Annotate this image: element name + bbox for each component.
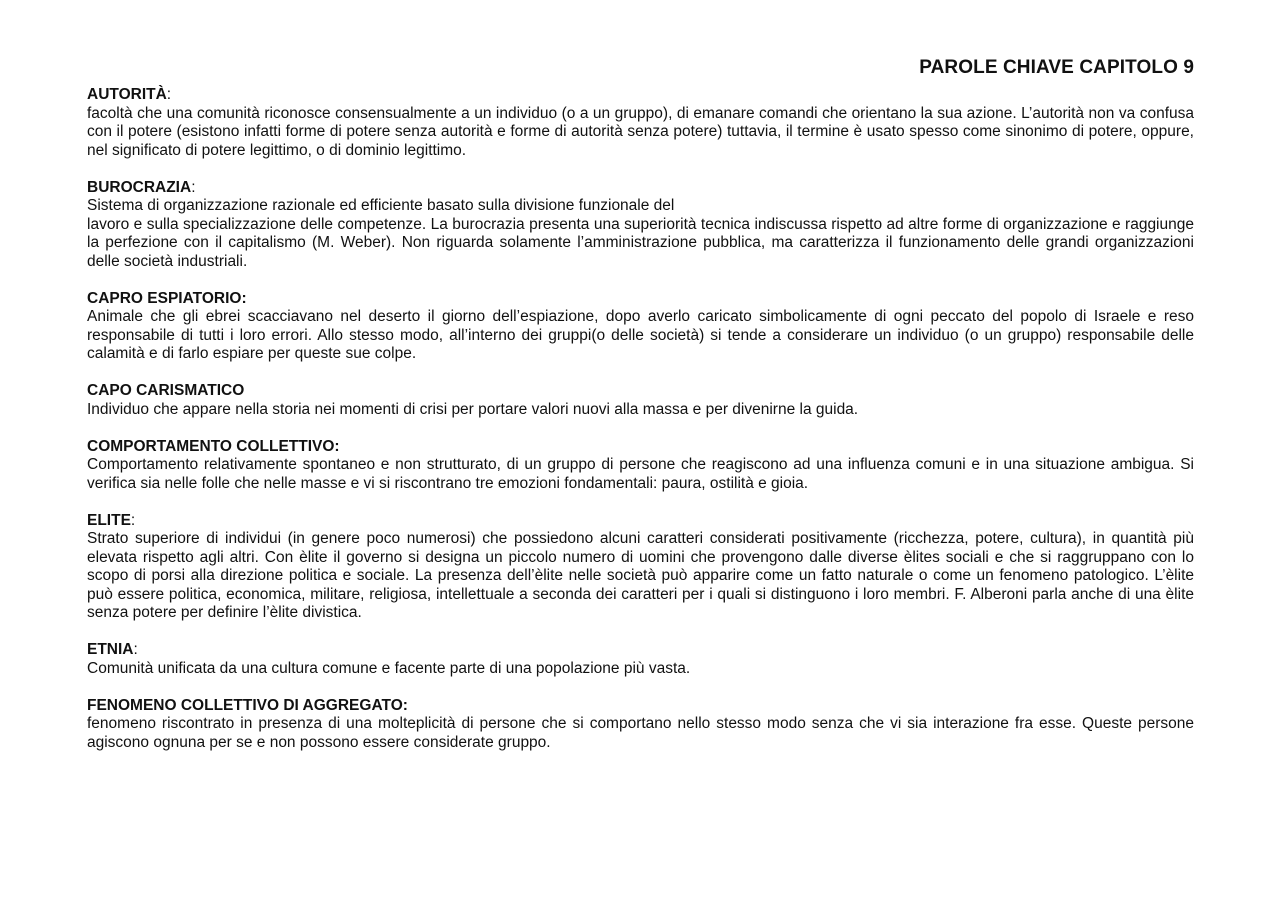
glossary-entry-autorita	[87, 86, 1194, 160]
entry-definition-first-line: Sistema di organizzazione razionale ed efficiente basato sulla divisione funzionale del	[87, 197, 675, 214]
entry-definition: Comunità unificata da una cultura comune e facente parte di una popolazione più vasta.	[87, 659, 691, 677]
entry-term	[87, 697, 1194, 716]
entry-definition: lavoro e sulla specializzazione delle competenze. La burocrazia presenta una superiorità tecnica indiscussa rispetto ad altre forme di organizzazione e raggiunge la perfezione con il capitalismo (M. Weber). Non riguarda solamente l’amministrazione pubblica, ma caratterizza il funzionamento delle grandi organizzazioni delle società industriali.	[87, 215, 1194, 270]
glossary-entry-fenomeno-collettivo-di-aggregato	[87, 697, 1194, 753]
glossary-entry-capo-carismatico	[87, 382, 1194, 419]
glossary-entry-burocrazia	[87, 179, 1194, 272]
entry-definition: Animale che gli ebrei scacciavano nel deserto il giorno dell’espiazione, dopo averlo caricato simbolicamente di ogni peccato del popolo di Israele e reso responsabile di tutti i loro errori. Allo stesso modo, all’interno dei gruppi(o delle società) si tende a considerare un individuo (o un gruppo) responsabile delle calamità e di farlo espiare per queste sue colpe.	[87, 308, 1194, 362]
entry-term	[87, 86, 1194, 105]
entry-term-label: CAPRO ESPIATORIO:	[87, 289, 247, 307]
entry-term-label: CAPO CARISMATICO	[87, 382, 245, 399]
entry-term-label: FENOMENO COLLETTIVO DI AGGREGATO:	[87, 696, 408, 714]
entry-term	[87, 512, 1194, 531]
entry-definition: Individuo che appare nella storia nei momenti di crisi per portare valori nuovi alla massa e per divenirne la guida.	[87, 400, 859, 418]
entry-definition: fenomeno riscontrato in presenza di una molteplicità di persone che si comportano nello stesso modo senza che vi sia interazione fra esse. Queste persone agiscono ognuna per se e non possono essere considerate gruppo.	[87, 715, 1194, 751]
entry-term	[87, 641, 1194, 660]
entry-definition: Strato superiore di individui (in genere poco numerosi) che possiedono alcuni caratteri considerati positivamente (ricchezza, potere, cultura), in quantità più elevata rispetto agli altri. Con èlite il governo si designa un piccolo numero di uomini che provengono dalle diverse èlites sociali e che si raggruppano con lo scopo di porsi alla direzione politica e sociale. La presenza dell’èlite nelle società può apparire come un fatto naturale o come un fenomeno patologico. L’èlite può essere politica, economica, militare, religiosa, intellettuale a seconda dei caratteri per i quali si distinguono i loro membri. F. Alberoni parla anche di una èlite senza potere per definire l’èlite divistica.	[87, 530, 1194, 621]
entry-term-label: ETNIA	[87, 641, 134, 658]
entry-definition: facoltà che una comunità riconosce consensualmente a un individuo (o a un gruppo), di emanare comandi che orientano la sua azione. L’autorità non va confusa con il potere (esistono infatti forme di potere senza autorità e forme di autorità senza potere) tuttavia, il termine è usato spesso come sinonimo di potere, oppure, nel significato di potere legittimo, o di dominio legittimo.	[87, 104, 1194, 159]
glossary-entry-comportamento-collettivo	[87, 438, 1194, 494]
glossary-entry-etnia	[87, 641, 1194, 678]
entry-term-label: ELITE	[87, 511, 131, 529]
entry-term-suffix: :	[166, 86, 172, 103]
page-title: PAROLE CHIAVE CAPITOLO 9	[919, 57, 1194, 78]
entry-term-suffix: :	[133, 641, 138, 658]
entry-term	[87, 290, 1194, 309]
entry-definition: Comportamento relativamente spontaneo e non strutturato, di un gruppo di persone che reagiscono ad una influenza comuni e in una situazione ambigua. Si verifica sia nelle folle che nelle masse e vi si riscontrano tre emozioni fondamentali: paura, ostilità e gioia.	[87, 456, 1194, 492]
entry-term	[87, 382, 1194, 401]
entry-term-label: BUROCRAZIA	[87, 178, 192, 196]
document-page	[87, 56, 1194, 771]
entry-term	[87, 438, 1194, 457]
glossary-entry-elite	[87, 512, 1194, 623]
entry-term-suffix: :	[130, 511, 136, 529]
entry-term-label: COMPORTAMENTO COLLETTIVO:	[87, 437, 340, 455]
entry-term-suffix: :	[191, 178, 196, 196]
glossary-entry-capro-espiatorio	[87, 290, 1194, 364]
entry-term-label: AUTORITÀ	[87, 86, 167, 103]
entry-term	[87, 179, 1194, 198]
